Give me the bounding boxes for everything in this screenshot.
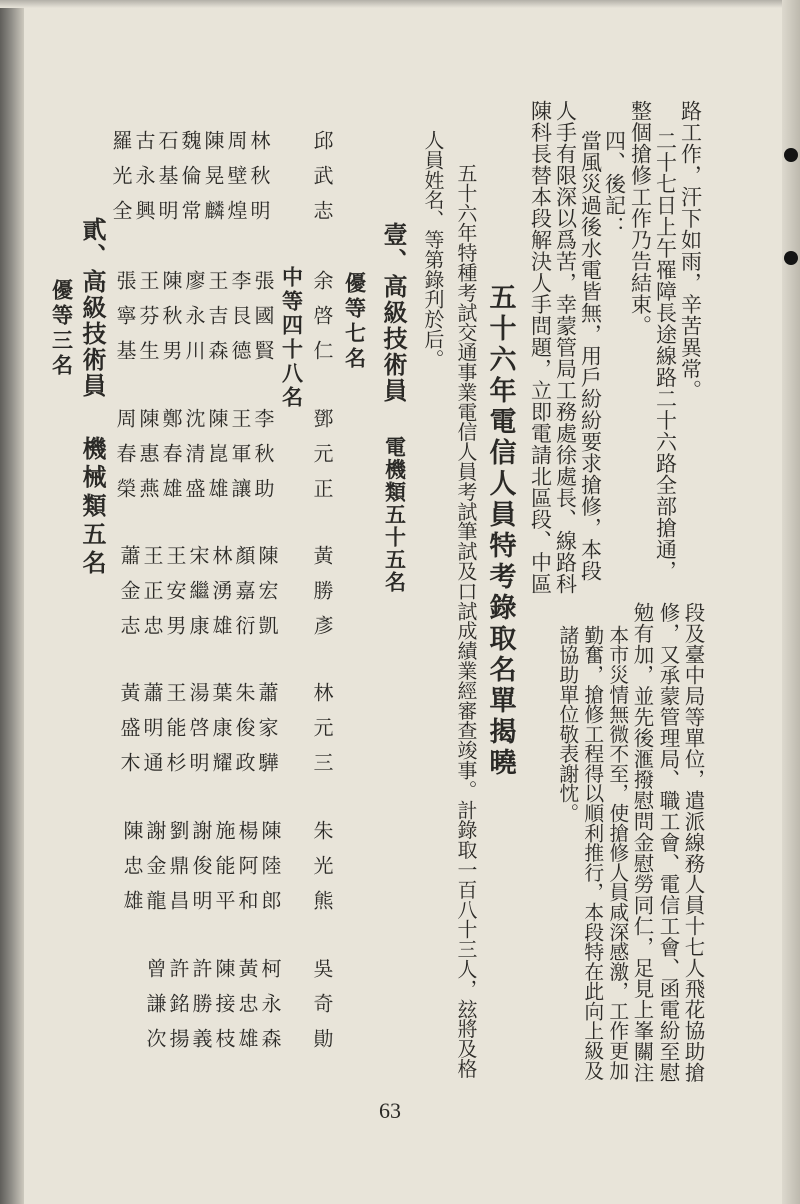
name-entry: 王能杉 (163, 682, 187, 787)
binding-shadow (0, 0, 24, 1204)
name-entry: 陳接枝 (212, 958, 236, 1063)
name-entry: 謝金龍 (143, 820, 167, 925)
name-entry: 陳秋男 (159, 270, 183, 375)
page-edge (782, 0, 800, 1204)
section-one-category: 電機類五十五名 (382, 436, 408, 594)
name-entry: 顏嘉衍 (232, 545, 256, 650)
name-entry: 林秋明 (247, 130, 271, 235)
name-entry: 蕭明通 (140, 682, 164, 787)
name-entry: 施能平 (212, 820, 236, 925)
name-entry: 王芬生 (136, 270, 160, 375)
prose-column: 整個搶修工作乃告結束。 (628, 100, 653, 337)
name-entry: 吳奇勛 (310, 958, 334, 1063)
name-entry: 廖永川 (182, 270, 206, 375)
intro-column: 五十六年特種考試交通事業電信人員考試筆試及口試成績業經審查竣事。計錄取一百八十三人，玆將及格 (453, 163, 477, 1079)
name-entry: 古永興 (132, 130, 156, 235)
name-entry: 沈清盛 (182, 408, 206, 513)
name-group (115, 270, 273, 375)
section-one-heading: 壹、高級技術員 (379, 222, 408, 404)
article-title: 五十六年電信人員特考錄取名單揭曉 (484, 283, 516, 779)
prose-column: 諸協助單位敬表謝忱。 (555, 625, 579, 823)
name-entry: 謝俊明 (189, 820, 213, 925)
name-group (111, 130, 269, 235)
section-two-heading: 貳、高級技術員 (78, 217, 107, 399)
name-entry: 陳崑雄 (205, 408, 229, 513)
intro-column: 人員姓名、等第錄刋於后。 (420, 130, 444, 369)
prose-column: 人手有限深以爲苦，幸蒙管局工務處徐處長、線路科 (553, 100, 578, 595)
name-entry: 周壁煌 (224, 130, 248, 235)
prose-column: 勉有加，並先後滙撥慰問金慰勞同仁，足見上峯關注 (630, 602, 654, 1083)
name-entry: 陳忠雄 (120, 820, 144, 925)
punch-hole-icon (784, 251, 798, 265)
name-group (115, 408, 273, 513)
name-entry: 石基明 (155, 130, 179, 235)
name-entry: 黃忠雄 (235, 958, 259, 1063)
name-entry: 王軍讓 (228, 408, 252, 513)
name-entry: 張國賢 (251, 270, 275, 375)
prose-column: 當風災過後水電皆無，用戶紛紛要求搶修，本段 (578, 130, 603, 582)
top-edge (0, 0, 800, 8)
name-entry: 林元三 (310, 682, 334, 787)
name-group (119, 545, 277, 650)
name-entry: 鄭春雄 (159, 408, 183, 513)
name-entry: 劉鼎昌 (166, 820, 190, 925)
prose-column: 本市災情無微不至，使搶修人員咸深感激，工作更加 (605, 625, 629, 1081)
name-entry: 黃盛木 (117, 682, 141, 787)
name-entry: 陳陸郎 (258, 820, 282, 925)
name-entry: 許銘揚 (166, 958, 190, 1063)
prose-column: 段及臺中局等單位，遣派線務人員十七人飛花協助搶 (681, 602, 705, 1083)
name-entry: 張寧基 (113, 270, 137, 375)
name-entry: 魏倫常 (178, 130, 202, 235)
name-entry: 朱光熊 (310, 820, 334, 925)
name-entry: 李艮德 (228, 270, 252, 375)
name-entry: 林湧雄 (209, 545, 233, 650)
prose-column: 路工作，汗下如雨，辛苦異常。 (678, 100, 703, 401)
name-entry: 朱俊政 (232, 682, 256, 787)
name-entry: 陳惠燕 (136, 408, 160, 513)
grade-excellent-label: 優等七名 (342, 272, 368, 372)
grade-intermediate-label: 中等四十八名 (279, 266, 305, 410)
section-two-category: 機械類五名 (78, 436, 107, 579)
name-group (119, 682, 277, 787)
name-entry: 鄧元正 (310, 408, 334, 513)
prose-column: 陳科長替本段解決人手問題，立即電請北區段、中區 (528, 100, 553, 595)
name-entry: 楊阿和 (235, 820, 259, 925)
section-two-grade-label: 優等三名 (49, 279, 75, 379)
name-entry: 王吉森 (205, 270, 229, 375)
prose-column: 修，又承蒙管理局、職工會、電信工會、函電紛至慰 (656, 602, 680, 1083)
name-entry: 許勝義 (189, 958, 213, 1063)
name-entry: 李秋助 (251, 408, 275, 513)
name-entry: 湯啓明 (186, 682, 210, 787)
punch-hole-icon (784, 148, 798, 162)
name-entry: 王正忠 (140, 545, 164, 650)
name-entry: 陳晃麟 (201, 130, 225, 235)
name-entry: 羅光全 (109, 130, 133, 235)
name-entry: 邱武志 (310, 130, 334, 235)
name-entry: 黃勝彥 (310, 545, 334, 650)
name-group (122, 820, 280, 925)
name-entry: 柯永森 (258, 958, 282, 1063)
name-entry: 蕭金志 (117, 545, 141, 650)
name-entry: 曾謙次 (143, 958, 167, 1063)
name-entry: 王安男 (163, 545, 187, 650)
name-group (145, 958, 280, 1063)
name-entry: 周春榮 (113, 408, 137, 513)
name-entry: 陳宏凱 (255, 545, 279, 650)
prose-column: 勤奮，搶修工程得以順利推行，本段特在此向上級及 (580, 625, 604, 1081)
name-entry: 宋繼康 (186, 545, 210, 650)
name-entry: 葉康耀 (209, 682, 233, 787)
prose-column: 二十七日上午罹障長途線路二十六路全部搶通， (653, 130, 678, 582)
section-heading-postscript: 四、後記： (602, 130, 627, 238)
name-entry: 余啓仁 (310, 270, 334, 375)
name-entry: 蕭家驊 (255, 682, 279, 787)
page-number: 63 (379, 1098, 401, 1123)
